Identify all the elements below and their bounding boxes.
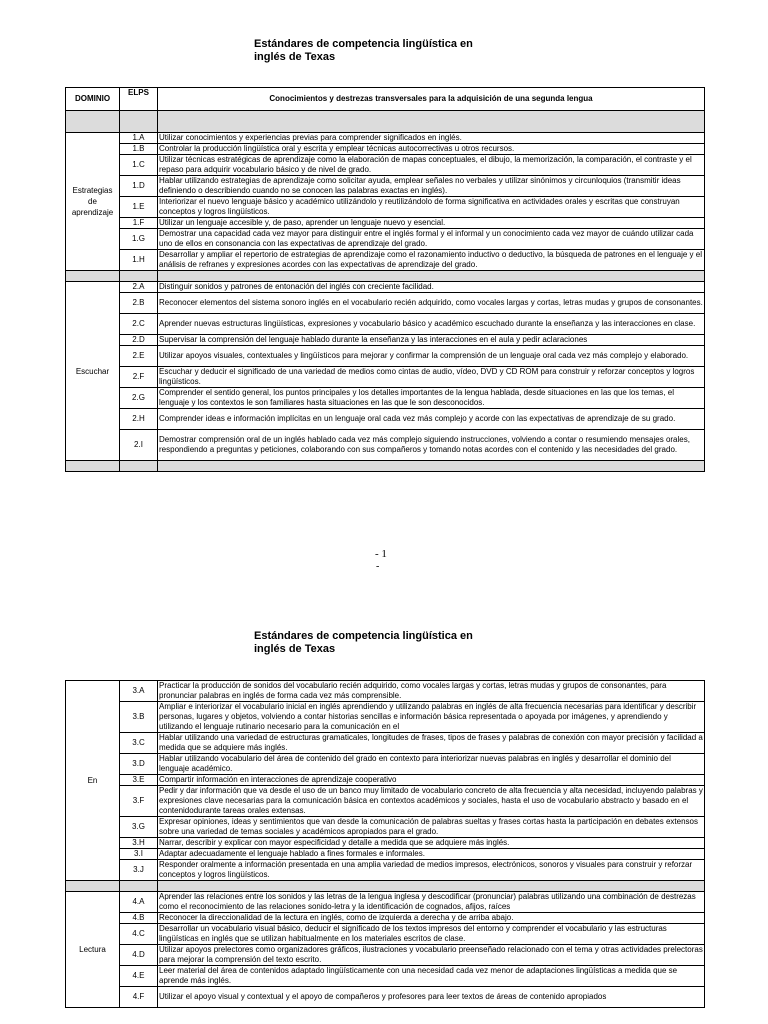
- description-cell: Ampliar e interiorizar el vocabulario inicial en inglés aprendiendo y utilizando palabras en inglés de alta frecuencia necesarias para identificar y describir personas, lugares y objetos, volviendo a contar historias sencillas e información básica representada o apoyada por imágenes, y aprendiendo y utilizando el lenguaje rutinario necesario para la comunicación en el: [158, 702, 705, 733]
- elps-code-cell: 3.B: [120, 702, 158, 733]
- separator-cell: [66, 881, 120, 892]
- table-row: [66, 155, 705, 176]
- description-cell: Escuchar y deducir el significado de una variedad de medios como cintas de audio, vídeo, DVD y CD ROM para construir y reforzar conceptos y logros lingüísticos.: [158, 367, 705, 388]
- elps-code-cell: 2.D: [120, 335, 158, 346]
- elps-code-cell: 3.D: [120, 754, 158, 775]
- table-row: [66, 282, 705, 293]
- elps-code-cell: 2.H: [120, 409, 158, 430]
- elps-code-cell: 3.H: [120, 838, 158, 849]
- elps-code-cell: 1.E: [120, 197, 158, 218]
- table-row: [66, 987, 705, 1008]
- elps-code-cell: 4.A: [120, 892, 158, 913]
- elps-code-cell: 1.C: [120, 155, 158, 176]
- page-number-dash: -: [376, 561, 380, 572]
- table-row: [66, 892, 705, 913]
- separator-cell: [120, 271, 158, 282]
- table-row: [66, 293, 705, 314]
- table-row: [66, 924, 705, 945]
- description-cell: Utilizar un lenguaje accesible y, de paso, aprender un lenguaje nuevo y esencial.: [158, 218, 705, 229]
- description-cell: Aprender las relaciones entre los sonidos y las letras de la lengua inglesa y descodificar (pronunciar) palabras utilizando una combinación de destrezas como el reconocimiento de las relaciones sonido-letra y la identificación de cognados, afijos, raíces: [158, 892, 705, 913]
- elps-code-cell: 3.C: [120, 733, 158, 754]
- elps-code-cell: 4.F: [120, 987, 158, 1008]
- table-row: [66, 913, 705, 924]
- standards-table-page2: [65, 680, 705, 1008]
- separator-cell: [158, 461, 705, 472]
- table-row: [66, 430, 705, 461]
- description-cell: Utilizar apoyos prelectores como organizadores gráficos, ilustraciones y vocabulario preenseñado relacionado con el tema y otras actividades prelectoras para mejorar la comprensión del texto escrito.: [159, 945, 703, 964]
- elps-code-cell: 1.H: [120, 250, 158, 271]
- description-cell: Leer material del área de contenidos adaptado lingüísticamente con una necesidad cada vez menor de adaptaciones lingüísticas a medida que se aprende más inglés.: [158, 966, 705, 987]
- section-separator-row: [66, 461, 705, 472]
- description-cell: Distinguir sonidos y patrones de entonación del inglés con creciente facilidad.: [158, 282, 705, 293]
- description-cell: Reconocer la direccionalidad de la lectura en inglés, como de izquierda a derecha y de arriba abajo.: [158, 913, 705, 924]
- page-title-line1: Estándares de competencia lingüística en: [254, 38, 473, 50]
- description-cell: Utilizar apoyos visuales, contextuales y lingüísticos para mejorar y confirmar la comprensión de un lenguaje oral cada vez más complejo y elaborado.: [158, 346, 705, 367]
- elps-code-cell: 2.I: [120, 430, 158, 461]
- description-cell: Reconocer elementos del sistema sonoro inglés en el vocabulario recién adquirido, como vocales largas y cortas, letras mudas y grupos de consonantes.: [158, 293, 705, 314]
- description-cell: Practicar la producción de sonidos del vocabulario recién adquirido, como vocales largas y cortas, letras mudas y grupos de consonantes, para pronunciar palabras en inglés de forma cada vez más comprensible.: [158, 681, 705, 702]
- table-row: [66, 176, 705, 197]
- elps-code-cell: 1.D: [120, 176, 158, 197]
- description-cell: Hablar utilizando vocabulario del área de contenido del grado en contexto para interiorizar nuevas palabras en inglés y desarrollar el dominio del lenguaje académico.: [158, 754, 705, 775]
- domain-cell: Lectura: [66, 892, 120, 1008]
- page-title-line2: inglés de Texas: [254, 51, 336, 63]
- elps-code-cell: 3.A: [120, 681, 158, 702]
- description-cell: Supervisar la comprensión del lenguaje hablado durante la enseñanza y las interacciones en el aula y pedir aclaraciones: [158, 335, 705, 346]
- elps-code-cell: 3.F: [120, 786, 158, 817]
- table-row: [66, 144, 705, 155]
- domain-cell: Estrategias de aprendizaje: [66, 133, 120, 271]
- separator-cell: [120, 111, 158, 133]
- description-cell: Utilizar técnicas estratégicas de aprendizaje como la elaboración de mapas conceptuales, el dibujo, la memorización, la comparación, el contraste y el repaso para adquirir vocabulario básico y de nivel de grado.: [158, 155, 705, 176]
- table-row: [66, 346, 705, 367]
- elps-code-cell: 1.A: [120, 133, 158, 144]
- page-title-2: [254, 630, 473, 656]
- table-row: [66, 733, 705, 754]
- elps-code-cell: 2.G: [120, 388, 158, 409]
- description-cell: Interiorizar el nuevo lenguaje básico y académico utilizándolo y reutilizándolo de forma significativa en actividades orales y escritas que construyan conceptos y logros lingüísticos.: [158, 197, 705, 218]
- domain-cell: Escuchar: [66, 282, 120, 461]
- elps-code-cell: 2.F: [120, 367, 158, 388]
- description-cell: Compartir información en interacciones de aprendizaje cooperativo: [158, 775, 705, 786]
- elps-code-cell: 2.B: [120, 293, 158, 314]
- description-cell: Comprender el sentido general, los puntos principales y los detalles importantes de la lengua hablada, desde situaciones en las que los temas, el lenguaje y los contextos le son familiares hasta situaciones en las que le son desconocidos.: [158, 388, 705, 409]
- elps-code-cell: 4.D: [120, 945, 158, 966]
- description-cell: Hablar utilizando una variedad de estructuras gramaticales, longitudes de frases, tipos de frases y palabras de conexión con mayor precisión y facilidad a medida que se adquiere más inglés.: [159, 733, 703, 752]
- table-row: [66, 817, 705, 838]
- description-cell: Demostrar una capacidad cada vez mayor para distinguir entre el inglés formal y el informal y un conocimiento cada vez mayor de cuándo utilizar cada uno de ellos en consonancia con las expectativas de aprendizaje del grado.: [158, 229, 705, 250]
- separator-cell: [66, 271, 120, 282]
- elps-code-cell: 1.F: [120, 218, 158, 229]
- table-row: [66, 775, 705, 786]
- table-row: [66, 133, 705, 144]
- separator-cell: [158, 271, 705, 282]
- table-row: [66, 966, 705, 987]
- table-row: [66, 197, 705, 218]
- table-row: [66, 849, 705, 860]
- separator-cell: [158, 111, 705, 133]
- elps-code-cell: 2.C: [120, 314, 158, 335]
- separator-cell: [120, 881, 158, 892]
- domain-cell: En: [66, 681, 120, 881]
- section-separator-row: [66, 881, 705, 892]
- table-row: [66, 314, 705, 335]
- separator-cell: [66, 461, 120, 472]
- description-cell: Expresar opiniones, ideas y sentimientos que van desde la comunicación de palabras sueltas y frases cortas hasta la participación en debates extensos sobre una variedad de temas sociales y académicos apropiados para el grado.: [158, 817, 705, 838]
- table-row: [66, 702, 705, 733]
- table-row: [66, 250, 705, 271]
- section-separator-row: [66, 271, 705, 282]
- elps-code-cell: 4.B: [120, 913, 158, 924]
- elps-code-cell: 3.E: [120, 775, 158, 786]
- page-title-line2: inglés de Texas: [254, 643, 336, 655]
- description-cell: Responder oralmente a información presentada en una amplia variedad de medios impresos, electrónicos, sonoros y visuales para construir y reforzar conceptos y logros lingüísticos.: [158, 860, 705, 881]
- description-cell: Hablar utilizando estrategias de aprendizaje como solicitar ayuda, emplear señales no verbales y utilizar sinónimos y circunloquios (transmitir ideas definiendo o describiendo cuando no se conocen las palabras exactas en inglés).: [158, 176, 705, 197]
- elps-code-cell: 3.I: [120, 849, 158, 860]
- description-cell: Adaptar adecuadamente el lenguaje hablado a fines formales e informales.: [158, 849, 705, 860]
- elps-code-cell: 4.E: [120, 966, 158, 987]
- description-cell: Desarrollar y ampliar el repertorio de estrategias de aprendizaje como el razonamiento inductivo o deductivo, la búsqueda de patrones en el lenguaje y el análisis de refranes y expresiones acordes con las expectativas de aprendizaje del grado.: [158, 250, 705, 271]
- table-row: [66, 945, 705, 966]
- table-row: [66, 388, 705, 409]
- page-title-line1: Estándares de competencia lingüística en: [254, 630, 473, 642]
- elps-code-cell: 3.G: [120, 817, 158, 838]
- table-row: [66, 367, 705, 388]
- separator-cell: [66, 111, 120, 133]
- description-cell: Controlar la producción lingüística oral y escrita y emplear técnicas autocorrectivas u otros recursos.: [158, 144, 705, 155]
- table-row: [66, 860, 705, 881]
- separator-cell: [158, 881, 705, 892]
- separator-cell: [120, 461, 158, 472]
- standards-table-page1: [65, 87, 705, 472]
- section-separator-row: [66, 111, 705, 133]
- page-number: - 1: [375, 548, 387, 560]
- elps-code-cell: 1.G: [120, 229, 158, 250]
- header-conocimientos: Conocimientos y destrezas transversales para la adquisición de una segunda lengua: [158, 88, 705, 111]
- page-title: [254, 38, 473, 64]
- table-row: [66, 838, 705, 849]
- header-elps: ELPS: [120, 88, 158, 111]
- description-cell: Comprender ideas e información implícitas en un lenguaje oral cada vez más complejo y acorde con las expectativas de aprendizaje de su grado.: [158, 409, 705, 430]
- elps-code-cell: 3.J: [120, 860, 158, 881]
- description-cell: Aprender nuevas estructuras lingüísticas, expresiones y vocabulario básico y académico escuchado durante la enseñanza y las interacciones en clase.: [158, 314, 705, 335]
- elps-code-cell: 1.B: [120, 144, 158, 155]
- table-row: [66, 786, 705, 817]
- description-cell: Demostrar comprensión oral de un inglés hablado cada vez más complejo siguiendo instrucciones, volviendo a contar o resumiendo mensajes orales, respondiendo a preguntas y peticiones, colaborando con sus compañeros y tomando notas acordes con el contenido y las necesidades del grado.: [158, 430, 705, 461]
- header-dominio: DOMINIO: [66, 88, 120, 111]
- table-row: [66, 754, 705, 775]
- table-row: [66, 218, 705, 229]
- description-cell: Pedir y dar información que va desde el uso de un banco muy limitado de vocabulario concreto de alta frecuencia y alta necesidad, incluyendo palabras y expresiones clave necesarias para la comunicación básica en contextos académicos y sociales, hasta el uso de vocabulario abstracto y basado en el contenidodurante tareas orales extensas.: [159, 786, 703, 815]
- description-cell: Utilizar el apoyo visual y contextual y el apoyo de compañeros y profesores para leer textos de áreas de contenido apropiados: [158, 987, 705, 1008]
- description-cell: Narrar, describir y explicar con mayor especificidad y detalle a medida que se adquiere más inglés.: [158, 838, 705, 849]
- elps-code-cell: 4.C: [120, 924, 158, 945]
- table-row: [66, 409, 705, 430]
- description-cell: Desarrollar un vocabulario visual básico, deducir el significado de los textos impresos del entorno y comprender el vocabulario y las estructuras lingüísticas en inglés que se utilizan habitualmente en los materiales escritos de clase.: [158, 924, 705, 945]
- table-row: [66, 229, 705, 250]
- elps-code-cell: 2.A: [120, 282, 158, 293]
- table-row: [66, 681, 705, 702]
- table-row: [66, 335, 705, 346]
- description-cell: Utilizar conocimientos y experiencias previas para comprender significados en inglés.: [158, 133, 705, 144]
- elps-code-cell: 2.E: [120, 346, 158, 367]
